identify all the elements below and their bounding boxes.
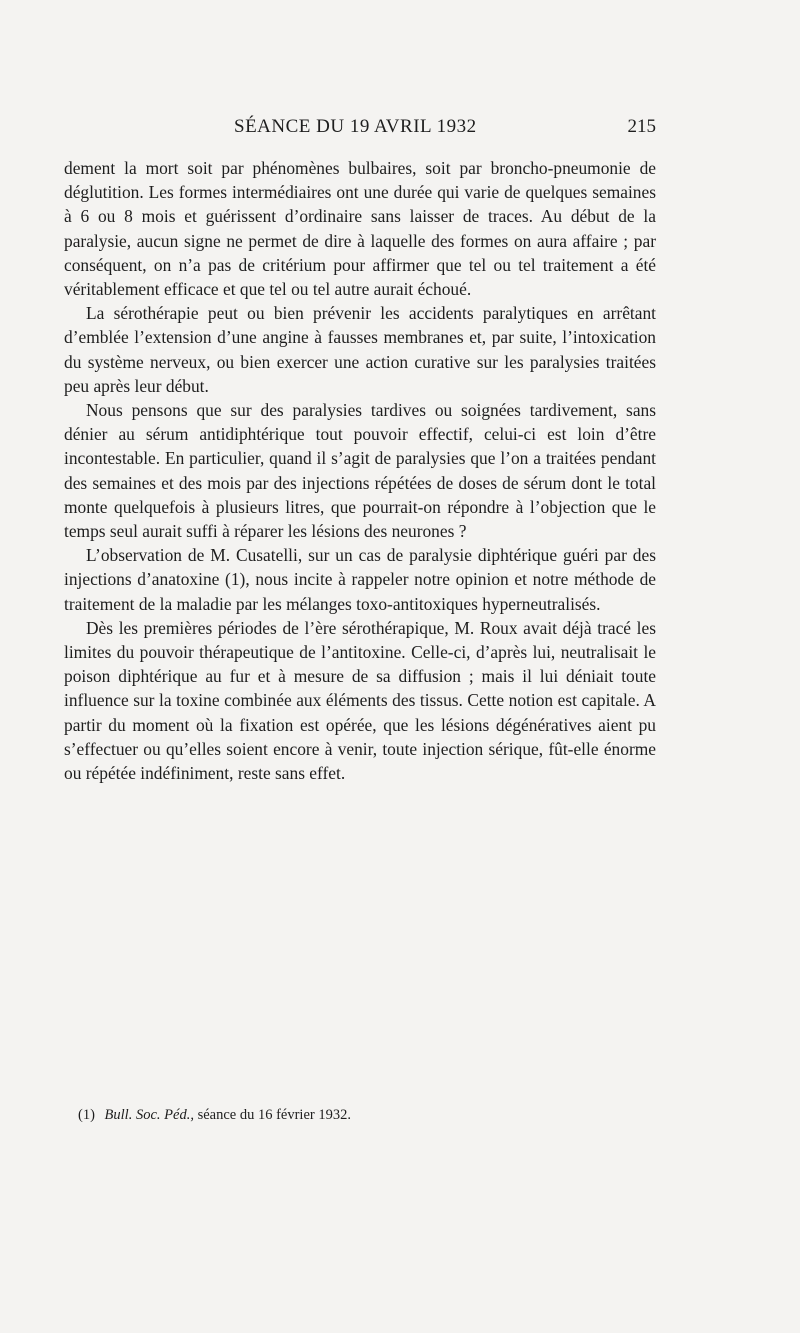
paragraph-1: dement la mort soit par phénomènes bulbaires, soit par broncho-pneumonie de déglutition. Les formes intermédiaires ont une durée qui varie de quelques semaines à 6 ou 8 mois et guérissent d’ordinaire sans laisser de traces. Au début de la paralysie, aucun signe ne permet de dire à laquelle des formes on aura affaire ; par conséquent, on n’a pas de critérium pour affirmer que tel ou tel traitement a été véritablement efficace et que tel ou tel autre aurait échoué. [64, 158, 656, 300]
paragraph-4: L’observation de M. Cusatelli, sur un cas de paralysie diphtérique guéri par des injections d’anatoxine (1), nous incite à rappeler notre opinion et notre méthode de traitement de la maladie par les mélanges toxo-antitoxiques hyperneutralisés. [64, 545, 656, 614]
page-number: 215 [627, 116, 656, 137]
page-header [64, 116, 656, 144]
footnote-journal: Bull. Soc. Péd., [104, 1107, 194, 1123]
body-text [64, 156, 656, 785]
footnote-text: séance du 16 février 1932. [197, 1107, 351, 1123]
footnote [78, 1106, 638, 1124]
running-title: SÉANCE DU 19 AVRIL 1932 [234, 116, 477, 137]
paragraph-2: La sérothérapie peut ou bien prévenir les accidents paralytiques en arrêtant d’emblée l’extension d’une angine à fausses membranes et, par suite, l’intoxication du système nerveux, ou bien exercer une action curative sur les paralysies traitées peu après leur début. [64, 303, 656, 396]
paragraph-3: Nous pensons que sur des paralysies tardives ou soignées tardivement, sans dénier au sérum antidiphtérique tout pouvoir effectif, celui-ci est loin d’être incontestable. En particulier, quand il s’agit de paralysies que l’on a traitées pendant des semaines et des mois par des injections répétées de doses de sérum dont le total monte quelquefois à plusieurs litres, que pourrait-on répondre à l’objection que le temps seul aurait suffi à réparer les lésions des neurones ? [64, 400, 656, 542]
paragraph-5: Dès les premières périodes de l’ère sérothérapique, M. Roux avait déjà tracé les limites du pouvoir thérapeutique de l’antitoxine. Celle-ci, d’après lui, neutralisait le poison diphtérique au fur et à mesure de sa diffusion ; mais il lui déniait toute influence sur la toxine combinée aux éléments des tissus. Cette notion est capitale. A partir du moment où la fixation est opérée, que les lésions dégénératives aient pu s’effectuer ou qu’elles soient encore à venir, toute injection sérique, fût-elle énorme ou répétée indéfiniment, reste sans effet. [64, 617, 656, 784]
footnote-marker: (1) [78, 1107, 95, 1123]
